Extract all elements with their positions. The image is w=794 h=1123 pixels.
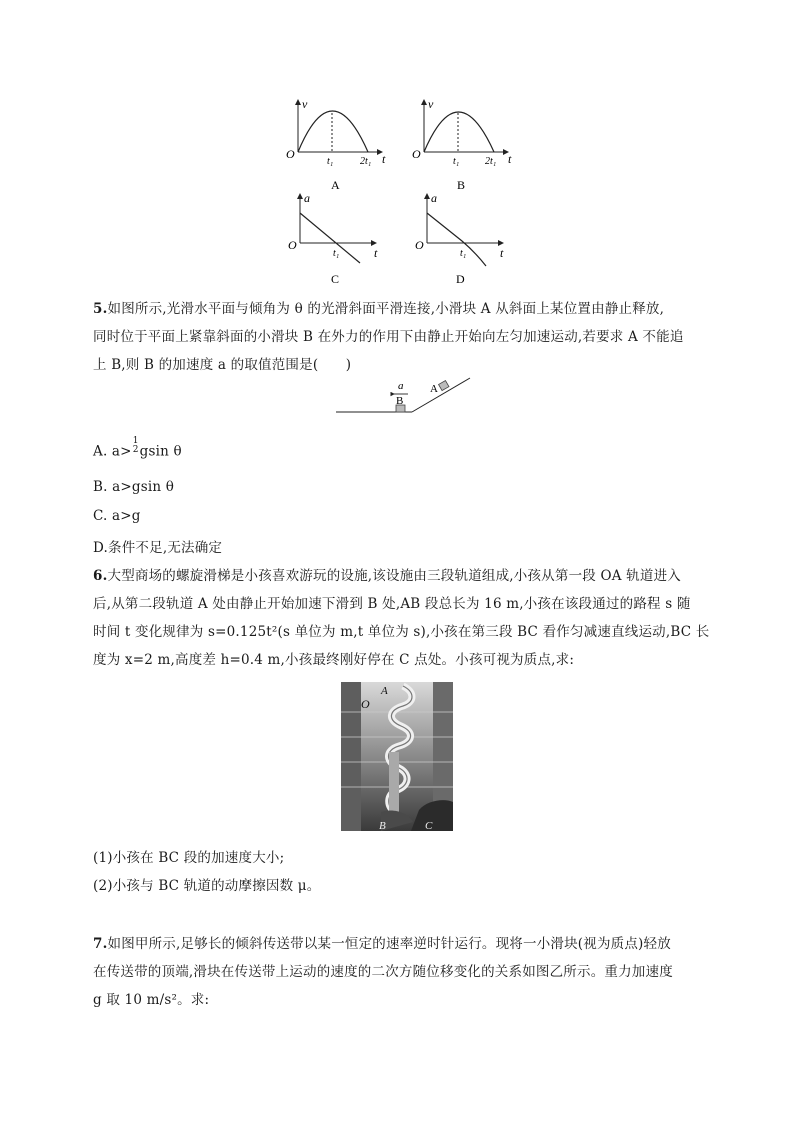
graph-a-curve bbox=[298, 111, 368, 152]
graph-d-line bbox=[427, 213, 486, 266]
q5-option-d[interactable]: D.条件不足,无法确定 bbox=[93, 540, 223, 556]
frac-num: 1 bbox=[132, 436, 139, 446]
q6-line1 bbox=[93, 564, 681, 584]
graph-c bbox=[288, 191, 378, 286]
q7-number: 7. bbox=[93, 936, 108, 952]
q5-option-a[interactable] bbox=[93, 436, 182, 461]
block-b-label: B bbox=[396, 395, 404, 407]
graph-a-xaxis: t bbox=[382, 152, 386, 166]
q5-figure bbox=[330, 372, 480, 418]
graph-b-tick2: 2t₁ bbox=[485, 156, 497, 167]
photo-label-a: A bbox=[381, 685, 388, 697]
photo-label-b: B bbox=[379, 820, 386, 831]
option-a-pre: A. a> bbox=[93, 443, 132, 460]
graph-a-tick1: t₁ bbox=[327, 156, 334, 167]
q6-sub1: (1)小孩在 BC 段的加速度大小; bbox=[93, 850, 285, 866]
photo-label-o: O bbox=[361, 697, 370, 711]
graph-d-origin: O bbox=[415, 238, 424, 252]
graph-d-label: D bbox=[456, 272, 465, 286]
graph-a-label: A bbox=[331, 178, 340, 192]
graph-c-label: C bbox=[331, 272, 340, 286]
graph-a-origin: O bbox=[286, 147, 295, 161]
graph-b bbox=[412, 97, 512, 192]
q7-line1 bbox=[93, 932, 671, 952]
graph-b-tick1: t₁ bbox=[453, 156, 460, 167]
photo-label-c: C bbox=[425, 820, 433, 831]
q5-option-b[interactable]: B. a>gsin θ bbox=[93, 479, 175, 495]
q7-line2: 在传送带的顶端,滑块在传送带上运动的速度的二次方随位移变化的关系如图乙所示。重力加速度 bbox=[93, 964, 673, 980]
q6-line3: 时间 t 变化规律为 s=0.125t²(s 单位为 m,t 单位为 s),小孩在第三段 BC 看作匀减速直线运动,BC 长 bbox=[93, 624, 710, 640]
option-a-fraction bbox=[133, 437, 139, 455]
graph-b-curve bbox=[424, 112, 494, 152]
graph-d-yaxis: a bbox=[431, 191, 437, 205]
graph-c-line bbox=[300, 213, 360, 263]
q6-sub2: (2)小孩与 BC 轨道的动摩擦因数 μ。 bbox=[93, 878, 321, 894]
graph-d-xaxis: t bbox=[500, 246, 504, 260]
q6-line2: 后,从第二段轨道 A 处由静止开始加速下滑到 B 处,AB 段总长为 16 m,小孩在该段通过的路程 s 随 bbox=[93, 596, 691, 612]
graph-a bbox=[286, 97, 386, 192]
q6-text-1: 大型商场的螺旋滑梯是小孩喜欢游玩的设施,该设施由三段轨道组成,小孩从第一段 OA 轨道进入 bbox=[107, 568, 681, 584]
q7-text-1: 如图甲所示,足够长的倾斜传送带以某一恒定的速率逆时针运行。现将一小滑块(视为质点)轻放 bbox=[107, 936, 671, 952]
graph-c-tick1: t₁ bbox=[333, 248, 340, 259]
block-a-label: A bbox=[430, 383, 438, 395]
block-a bbox=[439, 381, 449, 391]
graph-a-tick2: 2t₁ bbox=[360, 156, 372, 167]
graph-c-origin: O bbox=[288, 238, 297, 252]
graph-a-yaxis: v bbox=[302, 97, 308, 111]
graph-c-yaxis: a bbox=[304, 191, 310, 205]
graph-b-yaxis: v bbox=[428, 97, 434, 111]
q5-option-c[interactable]: C. a>g bbox=[93, 508, 141, 524]
q6-line4: 度为 x=2 m,高度差 h=0.4 m,小孩最终刚好停在 C 点处。小孩可视为质点,求: bbox=[93, 652, 575, 668]
q6-number: 6. bbox=[93, 568, 108, 584]
graph-b-xaxis: t bbox=[508, 152, 512, 166]
option-a-post: gsin θ bbox=[139, 443, 182, 460]
q5-number: 5. bbox=[93, 301, 108, 317]
q5-line3: 上 B,则 B 的加速度 a 的取值范围是( ) bbox=[93, 357, 352, 373]
graph-d-tick1: t₁ bbox=[460, 248, 467, 259]
graph-b-origin: O bbox=[412, 147, 421, 161]
accel-label: a bbox=[398, 380, 404, 392]
graph-c-xaxis: t bbox=[374, 246, 378, 260]
graph-b-label: B bbox=[457, 178, 466, 192]
q7-line3: g 取 10 m/s²。求: bbox=[93, 992, 210, 1008]
q5-text-1: 如图所示,光滑水平面与倾角为 θ 的光滑斜面平滑连接,小滑块 A 从斜面上某位置由静止释放, bbox=[107, 301, 665, 317]
frac-den: 2 bbox=[132, 445, 139, 455]
q5-line2: 同时位于平面上紧靠斜面的小滑块 B 在外力的作用下由静止开始向左匀加速运动,若要求 A 不能追 bbox=[93, 329, 684, 345]
option-graphs bbox=[0, 0, 794, 290]
slide-photo bbox=[341, 682, 453, 831]
graph-d bbox=[415, 191, 504, 286]
q5-line1 bbox=[93, 297, 664, 317]
